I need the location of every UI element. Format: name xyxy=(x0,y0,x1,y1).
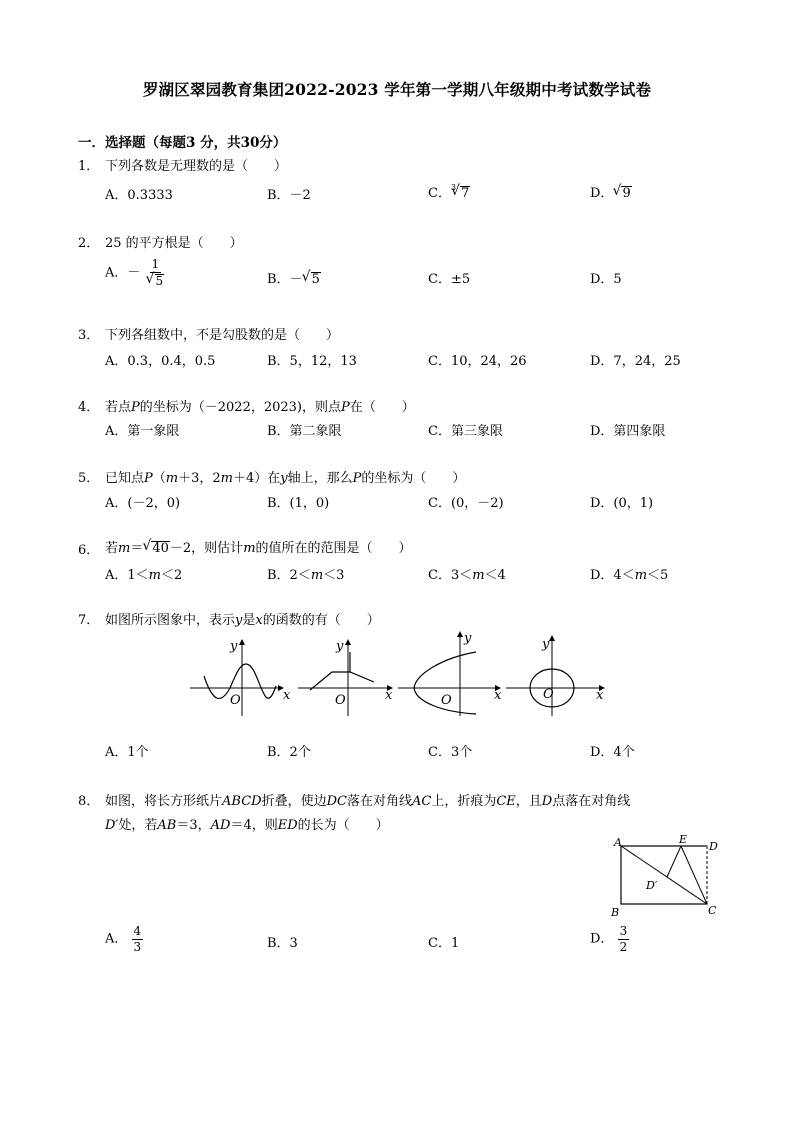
vertex-label-e: E xyxy=(679,833,688,846)
graph-4 xyxy=(506,636,604,716)
option-b: B．第二象限 xyxy=(267,424,342,439)
option-d: D． $\frac{3}{2}$ xyxy=(590,924,628,954)
option-b: B．5，12，13 xyxy=(267,354,357,369)
option-b: B．－√ 5 xyxy=(267,268,321,287)
origin-label: O xyxy=(543,687,554,702)
option-a: A．1＜m＜2 xyxy=(105,568,183,583)
graph-2 xyxy=(298,639,393,716)
page-title: 罗湖区翠园教育集团2022-2023 学年第一学期八年级期中考试数学试卷 xyxy=(142,80,652,99)
option-b: B．(1，0) xyxy=(267,496,330,511)
y-axis-label: y xyxy=(464,631,472,646)
question-number: 5． xyxy=(78,471,100,486)
question-number: 8． xyxy=(78,794,100,809)
option-a: A．0.3333 xyxy=(105,188,173,203)
y-axis-label: y xyxy=(336,639,344,654)
graph-3 xyxy=(398,631,502,716)
option-a: A．第一象限 xyxy=(105,424,180,439)
function-graphs-figure xyxy=(180,628,610,718)
option-c: C．±5 xyxy=(428,272,471,287)
option-c: C．(0，－2) xyxy=(428,496,504,511)
question-text-line2: D′处，若AB＝3，AD＝4，则ED的长为（ ） xyxy=(105,818,389,833)
question-text-line1: 如图，将长方形纸片ABCD折叠，使边DC落在对角线AC上，折痕为CE，且D点落在对角线 xyxy=(105,794,631,809)
y-axis-label: y xyxy=(230,639,238,654)
option-d: D．4个 xyxy=(590,745,635,760)
vertex-label-d: D xyxy=(709,840,718,853)
y-axis-label: y xyxy=(542,637,550,652)
option-d: D．第四象限 xyxy=(590,424,666,439)
graph-1 xyxy=(190,639,291,716)
question-text: 若点P的坐标为（－2022，2023)，则点P在（ ） xyxy=(105,400,415,415)
vertex-label-a: A xyxy=(614,836,622,849)
origin-label: O xyxy=(441,693,452,708)
option-c: C．10，24，26 xyxy=(428,354,527,369)
option-b: B．－2 xyxy=(267,188,311,203)
option-d: D．5 xyxy=(590,272,622,287)
question-number: 1． xyxy=(78,159,100,174)
vertex-label-b: B xyxy=(611,906,620,919)
option-a: A．0.3，0.4，0.5 xyxy=(105,354,216,369)
question-text: 25 的平方根是（ ） xyxy=(105,236,243,251)
option-c: C．3＜m＜4 xyxy=(428,568,506,583)
origin-label: O xyxy=(335,693,346,708)
question-number: 6． xyxy=(78,543,100,558)
option-d: D．(0，1) xyxy=(590,496,654,511)
option-d: D．√ 9 xyxy=(590,182,632,201)
x-axis-label: x xyxy=(494,688,502,703)
option-a: A．1个 xyxy=(105,745,149,760)
option-b: B．2个 xyxy=(267,745,311,760)
question-number: 7． xyxy=(78,613,100,628)
option-b: B．3 xyxy=(267,936,298,951)
x-axis-label: x xyxy=(385,688,393,703)
x-axis-label: x xyxy=(596,688,604,703)
question-text: 如图所示图象中，表示y是x的函数的有（ ） xyxy=(105,613,380,628)
question-number: 4． xyxy=(78,400,100,415)
option-b: B．2＜m＜3 xyxy=(267,568,345,583)
x-axis-label: x xyxy=(283,688,291,703)
option-d: D．7，24，25 xyxy=(590,354,681,369)
section-heading: 一．选择题（每题3 分，共30分） xyxy=(78,135,287,151)
option-d: D．4＜m＜5 xyxy=(590,568,669,583)
question-text: 已知点P（m＋3，2m＋4）在y轴上，那么P的坐标为（ ） xyxy=(105,471,466,486)
rectangle-fold-figure xyxy=(605,832,725,922)
vertex-label-c: C xyxy=(708,904,717,917)
option-a: A．(－2，0) xyxy=(105,496,181,511)
question-text: 下列各组数中，不是勾股数的是（ ） xyxy=(105,328,340,343)
origin-label: O xyxy=(230,693,241,708)
option-a: A．－ 1 √ 5 xyxy=(105,258,166,288)
vertex-label-d-prime: D′ xyxy=(646,879,658,892)
question-text: 若m＝√ 40－2，则估计m的值所在的范围是（ ） xyxy=(105,537,412,556)
question-text: 下列各数是无理数的是（ ） xyxy=(105,159,288,174)
option-c: C．第三象限 xyxy=(428,424,503,439)
option-c: C．1 xyxy=(428,936,460,951)
option-c: C．$^3$√ 7 xyxy=(428,182,470,201)
question-number: 3． xyxy=(78,328,100,343)
option-c: C．3个 xyxy=(428,745,473,760)
question-number: 2． xyxy=(78,236,100,251)
option-a: A． $\frac{4}{3}$ xyxy=(105,924,142,954)
